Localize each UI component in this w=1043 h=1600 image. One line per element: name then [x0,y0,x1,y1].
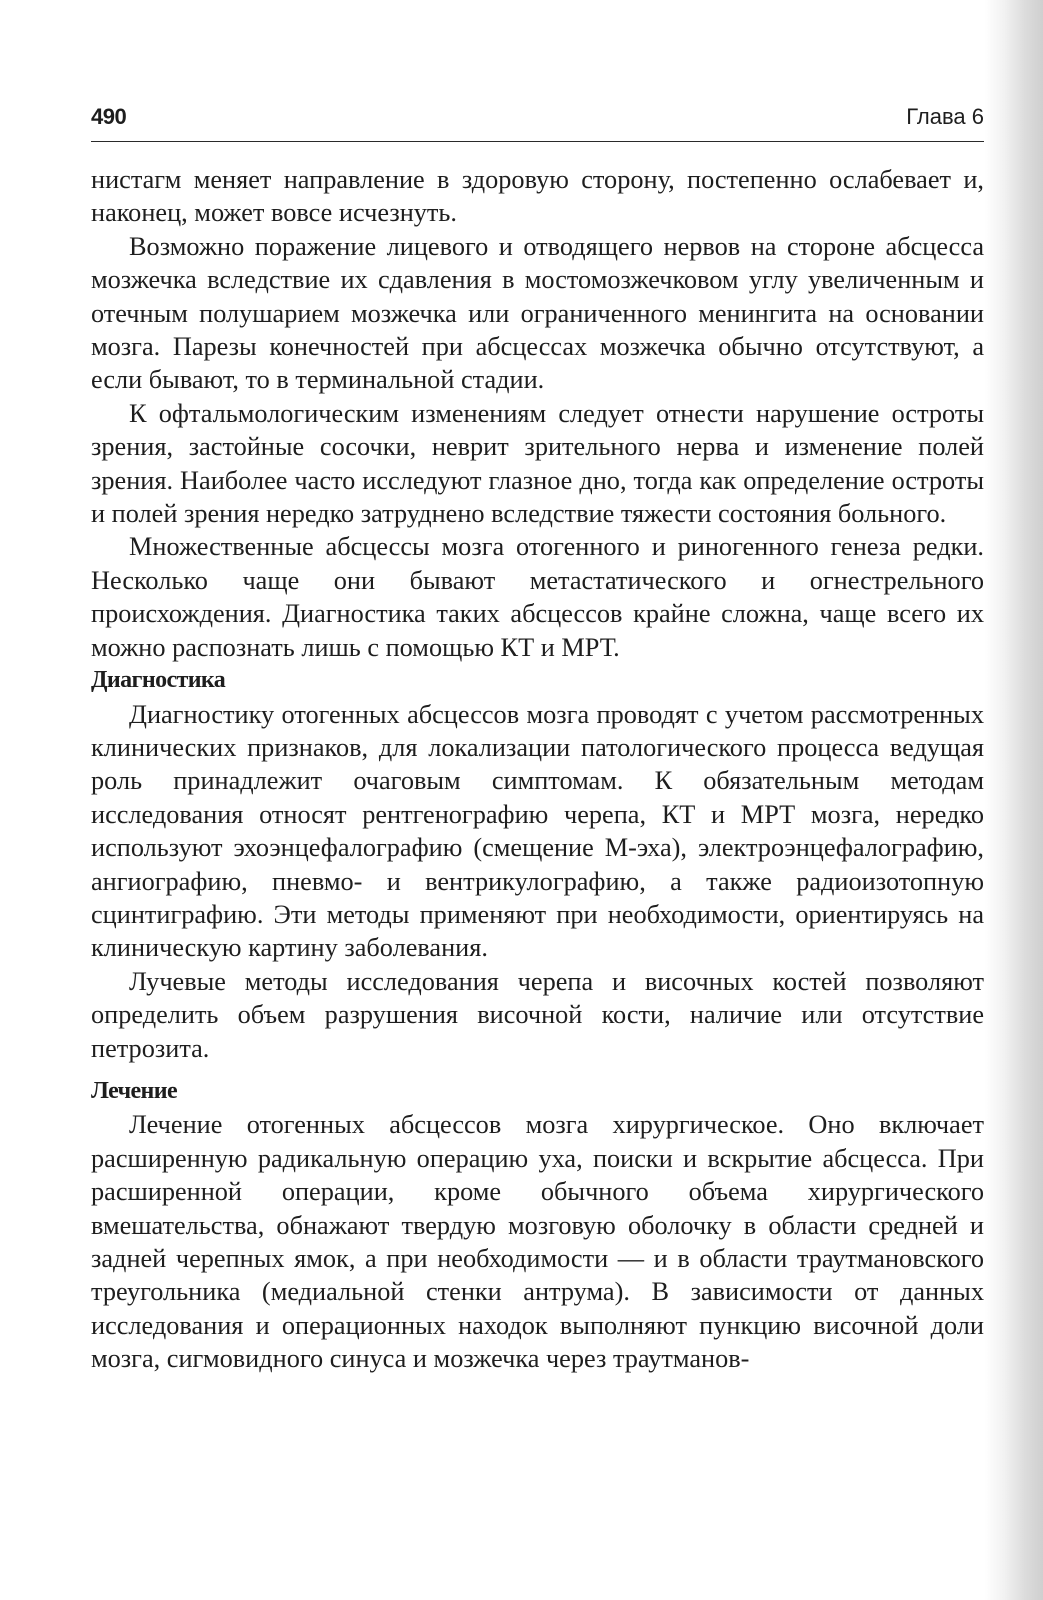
paragraph: Лучевые методы исследования черепа и височных костей позволяют определить объем разрушения височной кости, наличие или отсутствие петрозита. [91,966,984,1063]
section-heading-diagnostics: Диагностика [91,667,226,694]
paragraph: Лечение отогенных абсцессов мозга хирургическое. Оно включает расширенную радикальную операцию уха, поиски и вскрытие абсцесса. При расширенной операции, кроме обычного объема хирургического вмешательства, обнажают твердую мозговую оболочку в области средней и задней черепных ямок, а при необходимости — и в области траутмановского треугольника (медиальной стенки антрума). В зависимости от данных исследования и операционных находок выполняют пункцию височной доли мозга, сигмовидного синуса и мозжечка через траутманов- [91,1110,984,1374]
page-header [91,101,984,142]
section-heading-treatment: Лечение [91,1077,178,1104]
chapter-title: Глава 6 [906,104,984,129]
paragraph: Возможно поражение лицевого и отводящего нервов на стороне абсцесса мозжечка вследствие их сдавления в мостомозжечковом углу увеличенным и отечным полушарием мозжечка или ограниченного менингита на основании мозга. Парезы конечностей при абсцессах мозжечка обычно отсутствуют, а если бывают, то в терминальной стадии. [91,231,984,395]
body-text [91,163,984,1376]
paragraph: К офтальмологическим изменениям следует отнести нарушение остроты зрения, застойные сосочки, неврит зрительного нерва и изменение полей зрения. Наиболее часто исследуют глазное дно, тогда как определение остроты и полей зрения нередко затруднено вследствие тяжести состояния больного. [91,398,984,529]
paragraph: Диагностику отогенных абсцессов мозга проводят с учетом рассмотренных клинических признаков, для локализации патологического процесса ведущая роль принадлежит очаговым симптомам. К обязательным методам исследования относят рентгенографию черепа, КТ и МРТ мозга, нередко используют эхоэнцефалографию (смещение М-эха), электроэнцефалографию, ангиографию, пневмо- и вентрикулографию, а также радиоизотопную сцинтиграфию. Эти методы применяют при необходимости, ориентируясь на клиническую картину заболевания. [91,699,984,963]
page-number: 490 [91,104,127,129]
paragraph: нистагм меняет направление в здоровую сторону, постепенно ослабевает и, наконец, может вовсе исчезнуть. [91,165,984,228]
paragraph: Множественные абсцессы мозга отогенного и риногенного генеза редки. Несколько чаще они бывают метастатического и огнестрельного происхождения. Диагностика таких абсцессов крайне сложна, чаще всего их можно распознать лишь с помощью КТ и МРТ. [91,532,984,662]
